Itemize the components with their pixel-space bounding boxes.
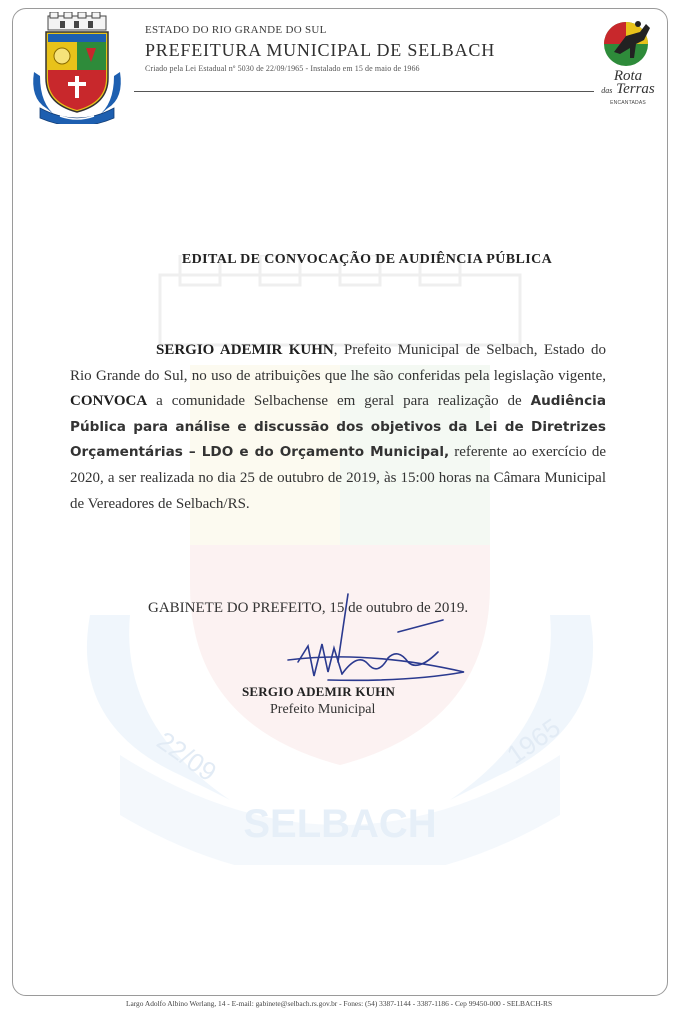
convoca-word: CONVOCA [70, 393, 148, 410]
convocation-paragraph [70, 338, 606, 517]
closing-line: GABINETE DO PREFEITO, 15 de outubro de 2019. [148, 600, 469, 616]
horse-rider-icon [596, 14, 660, 70]
signer-name: SERGIO ADEMIR KUHN [242, 684, 396, 699]
document-title: EDITAL DE CONVOCAÇÃO DE AUDIÊNCIA PÚBLICA [181, 252, 553, 267]
rota-word-1: Rota [613, 68, 643, 84]
footer-address: Largo Adolfo Albino Werlang, 14 - E-mail: gabinete@selbach.rs.gov.br - Fones: (54) 3387-1144 - 3387-1186 - Cep 99450-000 - SELBACH-RS [125, 999, 553, 1008]
signer-role: Prefeito Municipal [270, 702, 376, 717]
watermark-date-left: 22/09 [151, 725, 223, 788]
header-creation-note: Criado pela Lei Estadual nº 5030 de 22/09/1965 - Instalado em 15 de maio de 1966 [145, 64, 420, 73]
mayor-name: SERGIO ADEMIR KUHN [156, 342, 334, 358]
rota-tagline: ENCANTADAS [610, 100, 646, 106]
header-municipality: PREFEITURA MUNICIPAL DE SELBACH [145, 40, 496, 60]
hearing-subject: Audiência Pública para análise e discussão dos objetivos da Lei de Diretrizes Orçamentárias – LDO e do Orçamento Municipal, [70, 393, 606, 461]
rota-das-terras-logo [596, 14, 660, 114]
header-divider [134, 91, 594, 92]
paragraph-text-2: a comunidade Selbachense em geral para realização de [147, 393, 531, 410]
rota-word-3: Terras [616, 81, 655, 97]
rota-word-2: das [601, 86, 613, 95]
paragraph-text-1: , Prefeito Municipal de Selbach, Estado do Rio Grande do Sul, no uso de atribuições que lhe são conferidas pela legislação vigente, [70, 342, 606, 384]
signature-icon [268, 592, 468, 692]
header-state: ESTADO DO RIO GRANDE DO SUL [145, 24, 327, 36]
watermark-date-right: 1965 [501, 712, 566, 770]
paragraph-text-3: referente ao exercício de 2020, a ser realizada no dia 25 de outubro de 2019, às 15:00 horas na Câmara Municipal de Vereadores de Selbach/RS. [70, 444, 607, 512]
watermark-city: SELBACH [243, 802, 437, 846]
municipal-crest-icon [26, 12, 128, 124]
